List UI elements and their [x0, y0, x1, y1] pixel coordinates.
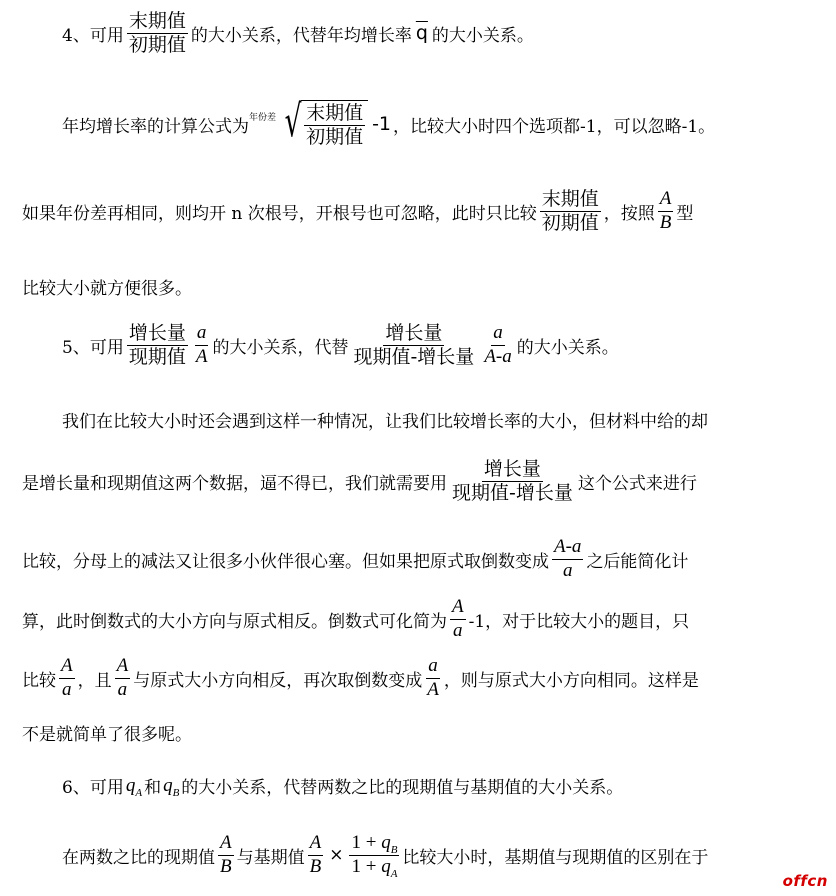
para-5-text-5d: ，则与原式大小方向相同。这样是	[443, 670, 699, 691]
para-5-text-5b: ，且	[77, 670, 112, 691]
A-over-a-fraction	[115, 655, 131, 702]
fraction-numerator: A	[59, 655, 75, 679]
q-bar-symbol: $\overline{q}$	[415, 22, 428, 45]
fraction-numerator: A	[308, 832, 324, 856]
fraction-denominator: 现期值-增长量	[353, 345, 475, 368]
radicand	[301, 100, 368, 149]
item-6-and: 和	[144, 778, 162, 798]
para-6-line	[62, 832, 708, 879]
para-5-text-2b: 这个公式来进行	[577, 473, 697, 494]
root-index: 年份差	[249, 112, 277, 123]
fraction-numerator: A-a	[552, 536, 583, 560]
para-5-text-4b: -1，对于比较大小的题目，只	[468, 611, 690, 632]
same-year-line-2	[22, 274, 192, 299]
para-5-line-2	[22, 458, 697, 505]
q-subscript: A	[135, 786, 143, 799]
para-6-prefix: 在两数之比的现期值	[62, 847, 215, 868]
para-5-text-3b: 之后能简化计	[586, 551, 689, 572]
same-year-prefix: 如果年份差再相同，则均开 n 次根号，开根号也可忽略，此时只比较	[22, 203, 537, 224]
item-4-line	[62, 10, 534, 57]
item-4-mid: 的大小关系，代替年均增长率	[190, 25, 412, 46]
fraction-denominator: 现期值-增长量	[452, 481, 573, 504]
q-subscript: B	[172, 786, 180, 799]
para-5-text-4a: 算，此时倒数式的大小方向与原式相反。倒数式可化简为	[22, 611, 447, 632]
fraction-numerator	[349, 832, 399, 856]
q-letter: q	[163, 774, 173, 796]
A-over-B-fraction	[308, 832, 324, 879]
times-sign: ×	[329, 845, 344, 866]
same-year-text: 比较大小就方便很多。	[22, 279, 192, 299]
fraction-denominator	[349, 856, 399, 879]
fraction-denominator: B	[309, 855, 322, 877]
fraction-denominator: 初期值	[306, 125, 364, 148]
item-6-suffix: 的大小关系，代替两数之比的现期值与基期值的大小关系。	[181, 778, 624, 798]
a-over-A-fraction	[194, 322, 210, 369]
growth-rate-fraction	[450, 458, 575, 505]
minus-one: -1	[372, 113, 392, 136]
fraction-numerator: 末期值	[306, 102, 364, 124]
same-year-line	[22, 188, 693, 235]
fraction-numerator: 增长量	[385, 322, 443, 344]
growth-rate-formula-line	[62, 96, 716, 149]
fraction-numerator: 增长量	[483, 458, 541, 480]
fraction-numerator: a	[195, 322, 209, 346]
fraction-numerator: 末期值	[541, 188, 599, 210]
radical-sign-icon: √	[284, 96, 302, 147]
para-5-text-3a: 比较，分母上的减法又让很多小伙伴很心塞。但如果把原式取倒数变成	[22, 551, 549, 572]
qa-variable	[126, 775, 142, 797]
end-over-start-fraction	[127, 10, 188, 57]
end-over-start-fraction	[540, 188, 601, 235]
fraction-numerator: a	[491, 322, 505, 346]
fraction-denominator: 初期值	[541, 211, 599, 234]
para-6-mid: 与基期值	[236, 847, 305, 868]
para-5-text-2a: 是增长量和现期值这两个数据，逼不得已，我们就需要用	[22, 473, 447, 494]
fraction-denominator: A	[427, 678, 439, 700]
A-over-B-fraction	[218, 832, 234, 879]
para-5-line-5	[22, 655, 699, 702]
para-5-text-6: 不是就简单了很多呢。	[22, 725, 192, 745]
para-5-text-1: 我们在比较大小时还会遇到这样一种情况，让我们比较增长率的大小，但材料中给的却	[62, 412, 708, 432]
growth-ratio-fraction	[349, 832, 399, 879]
fraction-numerator: a	[426, 655, 440, 679]
fraction-numerator: A	[115, 655, 131, 679]
fraction-numerator: 末期值	[128, 10, 186, 32]
fraction-denominator: A-a	[484, 345, 512, 367]
A-over-a-fraction	[59, 655, 75, 702]
fraction-numerator: 增长量	[128, 322, 186, 344]
item-5-mid: 的大小关系，代替	[212, 337, 349, 358]
qb-variable	[163, 775, 179, 797]
item-5-line	[62, 322, 619, 369]
item-5-suffix: 的大小关系。	[516, 337, 619, 358]
q-letter: q	[381, 832, 391, 853]
item-4-suffix: 的大小关系。	[431, 25, 534, 46]
formula-suffix: ，比较大小时四个选项都-1，可以忽略-1。	[393, 116, 716, 137]
fraction-denominator: 初期值	[128, 33, 186, 56]
item-6-line	[62, 773, 623, 798]
one-plus: 1 +	[351, 855, 382, 877]
a-over-A-minus-a-fraction	[482, 322, 513, 369]
fraction-numerator: A	[218, 832, 234, 856]
radicand-fraction	[304, 102, 365, 149]
growth-rate-fraction	[351, 322, 476, 369]
q-subscript: A	[390, 867, 398, 880]
formula-prefix: 年均增长率的计算公式为	[62, 116, 249, 137]
fraction-denominator: 现期值	[128, 345, 186, 368]
fraction-denominator: a	[62, 678, 72, 700]
a-over-A-fraction	[425, 655, 441, 702]
para-5-line-1	[62, 407, 708, 432]
nth-root	[279, 96, 368, 149]
fraction-denominator: B	[220, 855, 232, 877]
fraction-denominator: B	[659, 211, 672, 233]
same-year-mid: ，按照	[603, 203, 655, 224]
reciprocal-fraction	[552, 536, 583, 583]
para-5-text-5a: 比较	[22, 670, 56, 691]
fraction-numerator: A	[450, 596, 466, 620]
q-letter: q	[125, 774, 136, 796]
para-5-text-5c: 与原式大小方向相反，再次取倒数变成	[133, 670, 423, 691]
item-5-prefix: 5、可用	[62, 337, 124, 358]
fraction-numerator: A	[658, 188, 674, 212]
item-4-prefix: 4、可用	[62, 25, 124, 46]
q-subscript: B	[390, 844, 398, 856]
para-5-line-6	[22, 720, 192, 745]
fraction-denominator: a	[562, 559, 573, 581]
fraction-denominator: a	[453, 619, 463, 641]
q-letter: q	[381, 855, 391, 877]
a-over-b-fraction	[658, 188, 674, 235]
offcn-watermark: offcn	[782, 872, 828, 890]
para-5-line-4	[22, 596, 689, 643]
same-year-suffix: 型	[676, 203, 694, 224]
A-over-a-fraction	[450, 596, 466, 643]
fraction-denominator: a	[117, 678, 128, 700]
fraction-denominator: A	[195, 345, 208, 367]
item-6-prefix: 6、可用	[62, 778, 124, 798]
increase-over-current-fraction	[127, 322, 188, 369]
para-5-line-3	[22, 536, 688, 583]
para-6-suffix: 比较大小时，基期值与现期值的区别在于	[402, 847, 709, 868]
one-plus: 1 +	[351, 832, 382, 853]
